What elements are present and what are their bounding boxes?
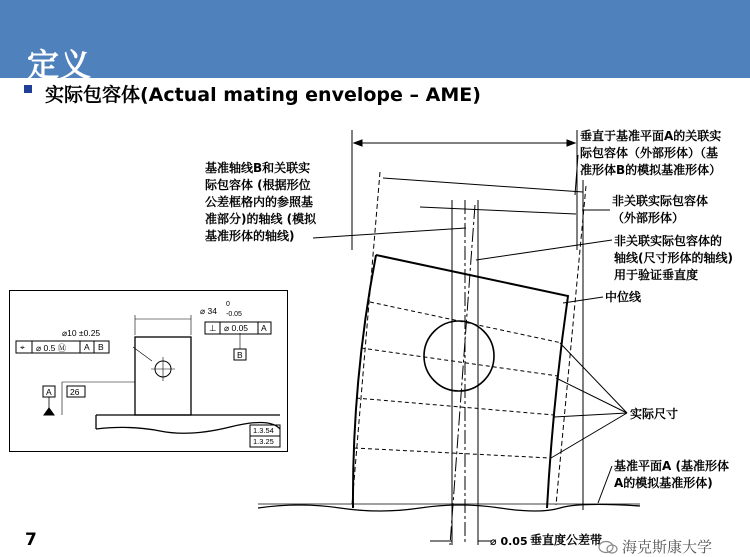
inset-fcf-position-value: ⌀ 0.5 Ⓜ [36, 343, 67, 353]
arrowhead [567, 140, 575, 146]
slide-title: 定义 [27, 46, 92, 84]
envelope-dim-line [383, 178, 583, 192]
part-top-right [376, 255, 568, 508]
inset-datum-a-label: A [46, 387, 52, 397]
inset-hole-dim: ⌀10 ±0.25 [62, 328, 101, 338]
inset-dim-upper: 0 [226, 301, 230, 308]
callout-datum-plane: 基准平面A (基准形体 A的模拟基准形体) [614, 459, 729, 490]
tolerance-zone-label: 垂直度公差带 [530, 533, 603, 547]
section-line [361, 348, 558, 376]
callout-left-axis: 基准轴线B和关联实 际包容体 (根据形位 公差框格内的参照基 准部分)的轴线 (模拟 基准形体的轴线) [205, 161, 317, 243]
slide-subtitle: 实际包容体(Actual mating envelope – AME) [45, 84, 481, 106]
inset-fcf-perp-datum: A [261, 323, 267, 333]
arrowhead [354, 140, 362, 146]
inset-fcf-position-symbol: ⌖ [20, 342, 25, 352]
callout-non-assoc-envelope: 非关联实际包容体 （外部形体） [612, 194, 709, 225]
part-hole [424, 321, 494, 391]
non-assoc-envelope-left [352, 172, 380, 505]
inner-dim-line [420, 207, 576, 214]
inset-fcf-perp-value: ⌀ 0.05 [224, 323, 249, 333]
callout-top-right: 垂直于基准平面A的关联实 际包容体（外部形体）（基 准形体B的模拟基准形体） [580, 129, 722, 177]
inset-ref-2: 1.3.25 [253, 437, 274, 446]
wechat-icon [598, 540, 618, 554]
tolerance-value: ⌀ 0.05 [490, 535, 528, 548]
callout-median-line: 中位线 [605, 290, 642, 304]
section-line [356, 398, 554, 415]
part-left [353, 255, 376, 508]
section-line [370, 302, 562, 343]
inset-drawing [9, 290, 288, 452]
inset-fcf-position-datum-b: B [98, 342, 104, 352]
callout-non-assoc-axis: 非关联实际包容体的 轴线(尺寸形体的轴线) 用于验证垂直度 [614, 234, 733, 282]
inset-dim-lower: -0.05 [226, 311, 242, 318]
inset-diagram [10, 291, 289, 453]
leader-datum-plane [598, 466, 612, 503]
leader-left-axis [313, 228, 466, 238]
leader-actual-size [560, 343, 627, 413]
callout-actual-size: 实际尺寸 [630, 407, 679, 421]
non-assoc-axis [450, 205, 475, 545]
inset-fcf-position-datum-a: A [84, 342, 90, 352]
page-number: 7 [25, 530, 37, 550]
inset-dim-diameter: ⌀ 34 [200, 306, 217, 316]
watermark-text: 海克斯康大学 [622, 538, 713, 556]
inset-datum-b-label: B [237, 350, 243, 360]
inset-height-dim: 26 [70, 387, 80, 397]
inset-fcf-perp-symbol: ⊥ [209, 323, 217, 333]
inset-ref-1: 1.3.54 [253, 426, 274, 435]
leader-axis [476, 240, 612, 260]
